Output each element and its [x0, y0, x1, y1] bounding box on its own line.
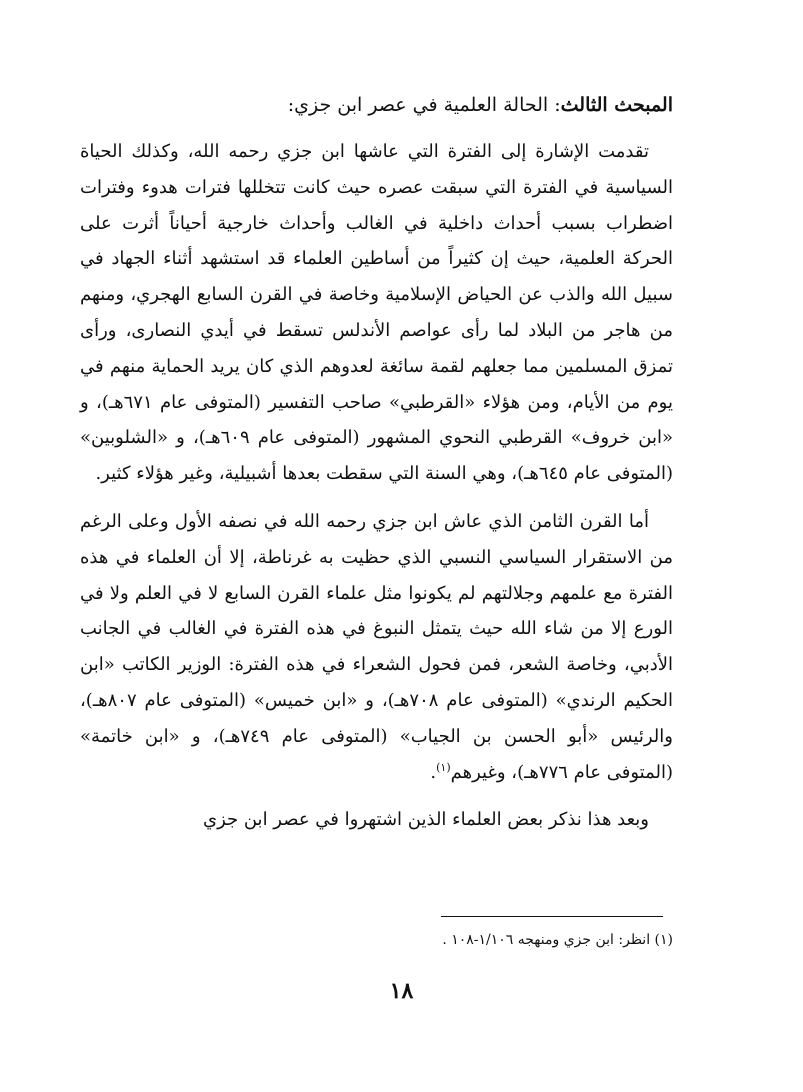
- footnote: (١) انظر: ابن جزي ومنهجه ١/١٠٦-١٠٨ .: [442, 932, 673, 948]
- footnote-marker: (١): [436, 760, 451, 774]
- paragraph-3: وبعد هذا نذكر بعض العلماء الذين اشتهروا في عصر ابن جزي: [202, 809, 649, 831]
- paragraph-2-end: .: [430, 761, 437, 783]
- footnote-divider: [441, 916, 663, 917]
- paragraph-1: تقدمت الإشارة إلى الفترة التي عاشها ابن جزي رحمه الله، وكذلك الحياة السياسية في الفترة التي سبقت عصره حيث كانت تتخللها فترات هدوء وفترات اضطراب بسبب أحداث داخلية في الغالب وأحداث خارجية أحياناً أثرت على الحركة العلمية، حيث إن كثيراً من أساطين العلماء قد استشهد أثناء الجهاد في سبيل الله والذب عن الحياض الإسلامية وخاصة في القرن السابع الهجري، ومنهم من هاجر من البلاد لما رأى عواصم الأندلس تسقط في أيدي النصارى، ورأى تمزق المسلمين مما جعلهم لقمة سائغة لعدوهم الذي كان يريد الحماية منهم في يوم من الأيام، ومن هؤلاء «القرطبي» صاحب التفسير (المتوفى عام ٦٧١هـ)، و «ابن خروف» القرطبي النحوي المشهور (المتوفى عام ٦٠٩هـ)، و «الشلوبين» (المتوفى عام ٦٤٥هـ)، وهي السنة التي سقطت بعدها أشبيلية، وغير هؤلاء كثير.: [80, 141, 674, 485]
- section-heading-title: : الحالة العلمية في عصر ابن جزي:: [287, 94, 561, 116]
- page-body: [80, 88, 673, 850]
- paragraph-2-text: أما القرن الثامن الذي عاش ابن جزي رحمه الله في نصفه الأول وعلى الرغم من الاستقرار السياسي النسبي الذي حظيت به غرناطة، إلا أن العلماء في هذه الفترة مع علمهم وجلالتهم لم يكونوا مثل علماء القرن السابع لا في العلم ولا في الورع إلا من شاء الله حيث يتمثل النبوغ في هذه الفترة في الغالب في الجانب الأدبي، وخاصة الشعر، فمن فحول الشعراء في هذه الفترة: الوزير الكاتب «ابن الحكيم الرندي» (المتوفى عام ٧٠٨هـ)، و «ابن خميس» (المتوفى عام ٨٠٧هـ)، والرئيس «أبو الحسن بن الجياب» (المتوفى عام ٧٤٩هـ)، و «ابن خاتمة» (المتوفى عام ٧٧٦هـ)، وغيرهم: [80, 510, 673, 783]
- paragraph-2: [80, 504, 673, 790]
- section-heading: [80, 88, 673, 122]
- section-heading-label: المبحث الثالث: [560, 94, 673, 116]
- page-number: ١٨: [389, 978, 414, 1004]
